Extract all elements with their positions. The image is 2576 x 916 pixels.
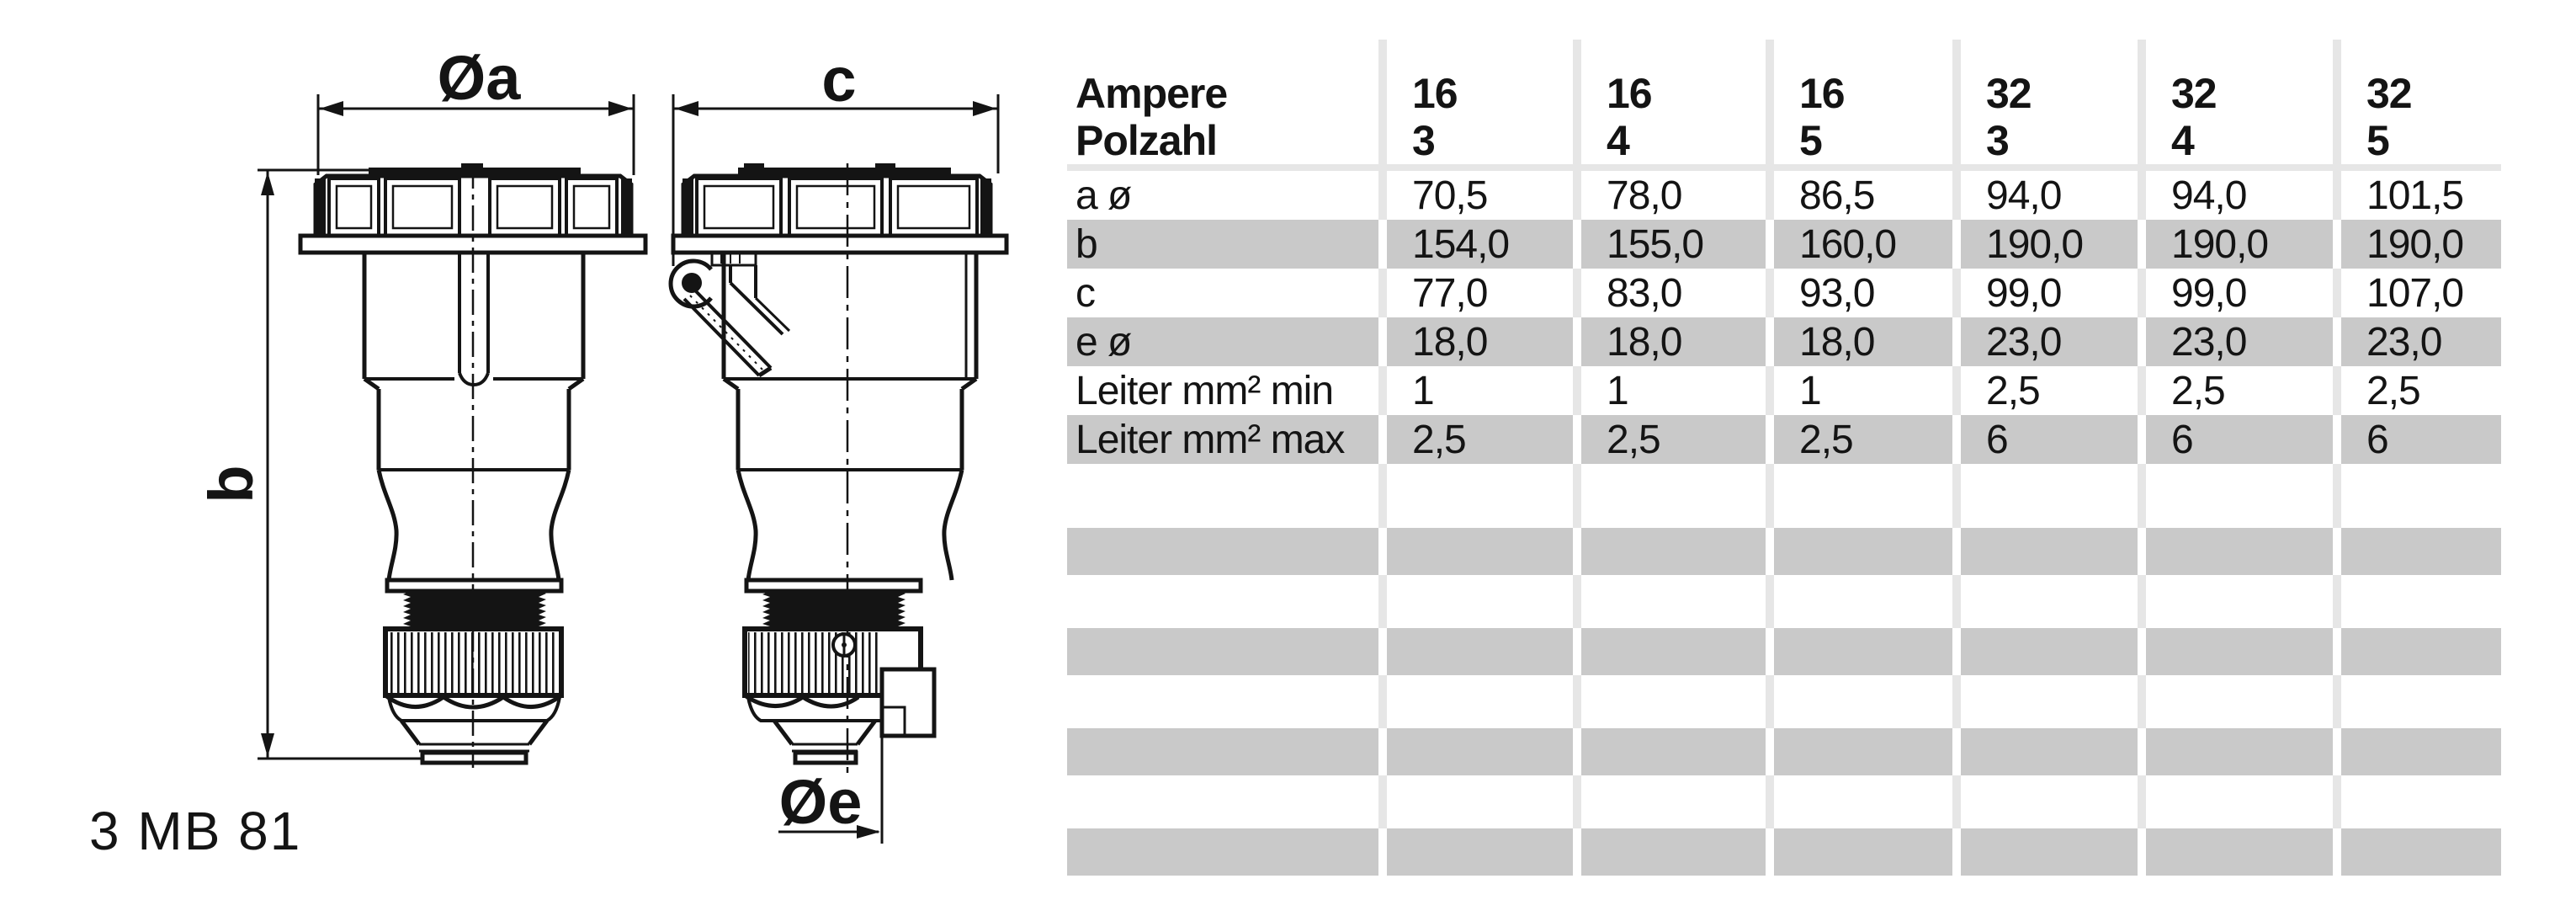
empty-gray-row [1067, 528, 2501, 575]
table-cell: 86,5 [1766, 171, 1952, 220]
table-cell: 107,0 [2333, 269, 2501, 317]
table-cell: 94,0 [2138, 171, 2333, 220]
empty-spacer-row [1067, 775, 2501, 828]
table-cell: 94,0 [1952, 171, 2138, 220]
table-cell: 101,5 [2333, 171, 2501, 220]
table-cell [1952, 775, 2138, 828]
table-cell: 23,0 [1952, 317, 2138, 366]
table-cell [1952, 575, 2138, 628]
table-cell: 2,5 [1378, 415, 1573, 464]
empty-gray-row [1067, 628, 2501, 675]
side-view-figure [671, 45, 1006, 844]
column-header: 32 3 [1952, 40, 2138, 164]
row-label: Leiter mm² min [1076, 368, 1334, 413]
table-cell [1952, 675, 2138, 728]
table-cell [2333, 728, 2501, 775]
table-cell [1952, 628, 2138, 675]
table-row [1067, 220, 2501, 269]
table-cell [2138, 575, 2333, 628]
table-cell [1573, 464, 1766, 528]
table-cell [2333, 575, 2501, 628]
table-cell: 2,5 [1573, 415, 1766, 464]
empty-gray-row [1067, 728, 2501, 775]
table-cell: 18,0 [1766, 317, 1952, 366]
table-cell: 99,0 [2138, 269, 2333, 317]
table-cell: 1 [1573, 366, 1766, 415]
table-cell [1573, 775, 1766, 828]
table-cell: 2,5 [1952, 366, 2138, 415]
table-cell [1766, 528, 1952, 575]
table-cell: 155,0 [1573, 220, 1766, 269]
table-cell: 18,0 [1378, 317, 1573, 366]
row-label: a ø [1076, 173, 1132, 218]
table-cell: 154,0 [1378, 220, 1573, 269]
front-view-figure [196, 43, 645, 768]
spec-table [1067, 40, 2501, 876]
empty-spacer-row [1067, 464, 2501, 528]
table-cell: 23,0 [2333, 317, 2501, 366]
table-cell [1573, 528, 1766, 575]
table-cell [2333, 675, 2501, 728]
table-cell [2138, 728, 2333, 775]
technical-drawing [0, 0, 1069, 916]
table-cell [1378, 575, 1573, 628]
row-label [1067, 675, 1378, 728]
table-cell: 190,0 [2138, 220, 2333, 269]
table-cell [2138, 675, 2333, 728]
table-cell: 18,0 [1573, 317, 1766, 366]
table-cell [1952, 828, 2138, 876]
table-row [1067, 415, 2501, 464]
table-cell [2333, 528, 2501, 575]
row-label [1067, 628, 1378, 675]
dim-label-c: c [821, 45, 857, 114]
table-cell: 160,0 [1766, 220, 1952, 269]
table-cell [2333, 464, 2501, 528]
empty-gray-row [1067, 828, 2501, 876]
row-label [1067, 775, 1378, 828]
table-cell [1766, 628, 1952, 675]
table-cell [1766, 828, 1952, 876]
dim-label-b: b [196, 465, 266, 503]
table-cell [1573, 575, 1766, 628]
table-cell [1573, 628, 1766, 675]
header-line-polzahl: Polzahl [1076, 117, 1218, 164]
table-cell [2138, 628, 2333, 675]
table-row [1067, 317, 2501, 366]
table-cell [1766, 728, 1952, 775]
table-cell: 2,5 [1766, 415, 1952, 464]
table-cell: 23,0 [2138, 317, 2333, 366]
table-row [1067, 171, 2501, 220]
row-label [1067, 828, 1378, 876]
table-cell [2333, 775, 2501, 828]
product-code: 3 MB 81 [89, 801, 302, 861]
table-cell: 190,0 [2333, 220, 2501, 269]
table-cell [1378, 728, 1573, 775]
table-cell [2138, 464, 2333, 528]
row-label: Leiter mm² max [1076, 417, 1345, 462]
table-cell [1766, 464, 1952, 528]
column-header: 32 5 [2333, 40, 2501, 164]
table-cell: 99,0 [1952, 269, 2138, 317]
table-cell: 6 [1952, 415, 2138, 464]
table-cell [2138, 528, 2333, 575]
row-label: c [1076, 270, 1095, 316]
empty-spacer-row [1067, 575, 2501, 628]
row-label [1067, 464, 1378, 528]
empty-spacer-row [1067, 675, 2501, 728]
table-cell [1378, 528, 1573, 575]
table-cell [1766, 675, 1952, 728]
table-cell [2333, 628, 2501, 675]
row-label [1067, 728, 1378, 775]
row-label [1067, 528, 1378, 575]
dim-label-a: Øa [437, 43, 521, 113]
table-cell [1952, 528, 2138, 575]
table-cell [2138, 828, 2333, 876]
table-cell: 6 [2138, 415, 2333, 464]
table-cell [1378, 464, 1573, 528]
table-cell: 83,0 [1573, 269, 1766, 317]
table-cell: 1 [1766, 366, 1952, 415]
table-cell [2333, 828, 2501, 876]
table-header-row [1067, 40, 2501, 164]
table-cell [1378, 675, 1573, 728]
row-label [1067, 575, 1378, 628]
table-cell: 77,0 [1378, 269, 1573, 317]
column-header: 16 3 [1378, 40, 1573, 164]
table-cell: 78,0 [1573, 171, 1766, 220]
table-cell [1378, 828, 1573, 876]
table-cell [1766, 775, 1952, 828]
table-header-label [1067, 40, 1378, 164]
column-header: 32 4 [2138, 40, 2333, 164]
dim-label-e: Øe [778, 767, 863, 837]
table-cell: 190,0 [1952, 220, 2138, 269]
table-cell: 1 [1378, 366, 1573, 415]
table-cell: 70,5 [1378, 171, 1573, 220]
table-cell: 6 [2333, 415, 2501, 464]
table-cell [1573, 728, 1766, 775]
table-row [1067, 366, 2501, 415]
table-cell [2138, 775, 2333, 828]
table-cell [1952, 464, 2138, 528]
table-cell [1766, 575, 1952, 628]
table-cell [1573, 675, 1766, 728]
table-cell: 2,5 [2138, 366, 2333, 415]
table-cell [1378, 775, 1573, 828]
table-row [1067, 269, 2501, 317]
row-label: b [1076, 221, 1097, 267]
header-line-ampere: Ampere [1076, 70, 1228, 117]
table-cell [1573, 828, 1766, 876]
lid-latch [671, 253, 789, 375]
row-label: e ø [1076, 319, 1132, 365]
table-cell [1952, 728, 2138, 775]
table-cell: 2,5 [2333, 366, 2501, 415]
table-cell [1378, 628, 1573, 675]
column-header: 16 4 [1573, 40, 1766, 164]
header-divider [1067, 164, 2501, 171]
column-header: 16 5 [1766, 40, 1952, 164]
table-cell: 93,0 [1766, 269, 1952, 317]
